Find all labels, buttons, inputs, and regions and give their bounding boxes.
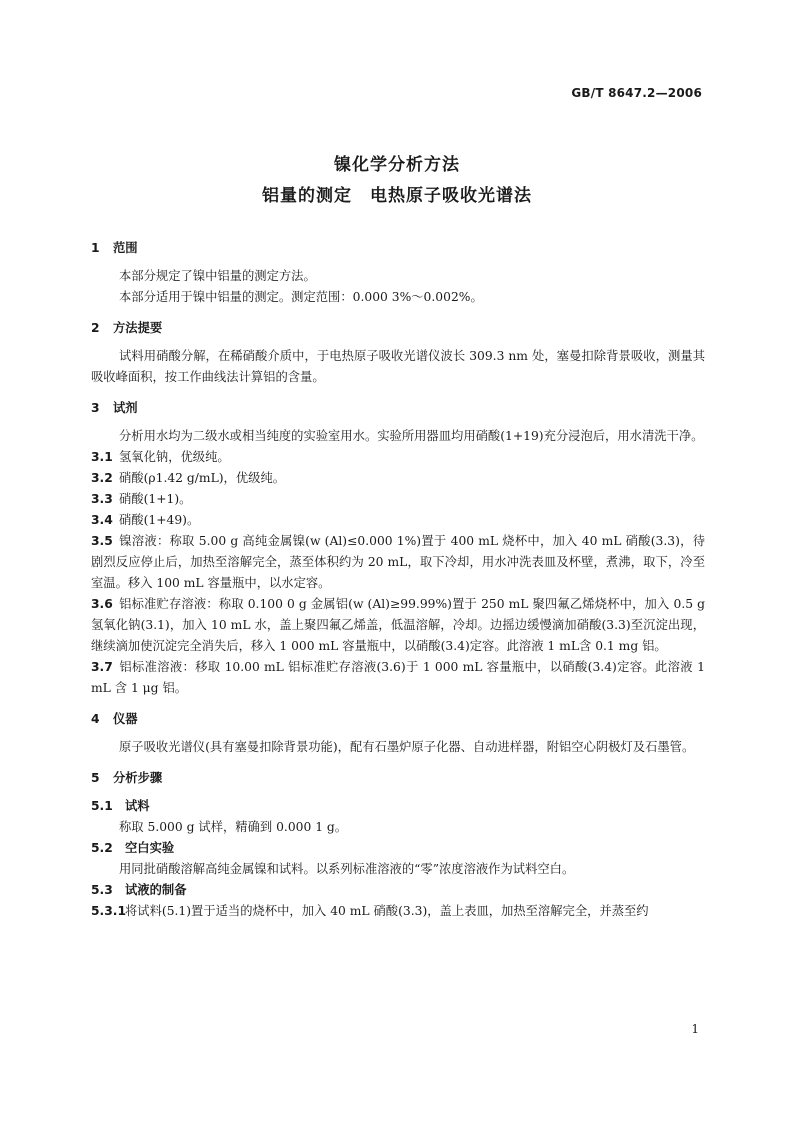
paragraph: 试料用硝酸分解，在稀硝酸介质中，于电热原子吸收光谱仪波长 309.3 nm 处，塞曼扣除背景吸收，测量其吸收峰面积，按工作曲线法计算铝的含量。 [91,349,705,384]
section-heading-3: 3 试剂 [91,401,138,415]
list-item: 3.3 硝酸(1+1)。 [91,492,192,506]
paragraph: 原子吸收光谱仪(具有塞曼扣除背景功能)，配有石墨炉原子化器、自动进样器，附铝空心阴极灯及石墨管。 [119,740,695,754]
paragraph: 用同批硝酸溶解高纯金属镍和试料。以系列标准溶液的“零”浓度溶液作为试料空白。 [119,862,575,876]
standard-number: GB/T 8647.2—2006 [571,86,702,100]
section-heading-5: 5 分析步骤 [91,771,163,785]
paragraph: 称取 5.000 g 试样，精确到 0.000 1 g。 [119,820,348,834]
list-item: 3.7 铝标准溶液：移取 10.00 mL 铝标准贮存溶液(3.6)于 1 000 mL 容量瓶中，以硝酸(3.4)定容。此溶液 1 mL 含 1 μg 铝。 [91,660,705,695]
page-number: 1 [691,1022,699,1036]
subsection-heading-5-3: 5.3 试液的制备 [91,883,187,897]
paragraph: 分析用水均为二级水或相当纯度的实验室用水。实验所用器皿均用硝酸(1+19)充分浸泡后，用水清洗干净。 [119,429,704,443]
list-item: 3.4 硝酸(1+49)。 [91,513,200,527]
document-body [91,238,705,922]
subsection-heading-5-2: 5.2 空白实验 [91,841,175,855]
subsection-heading-5-1: 5.1 试料 [91,799,150,813]
paragraph: 本部分适用于镍中铝量的测定。测定范围：0.000 3%～0.002%。 [119,290,483,304]
section-heading-4: 4 仪器 [91,712,138,726]
list-item: 3.6 铝标准贮存溶液：称取 0.100 0 g 金属铝(w (Al)≥99.99%)置于 250 mL 聚四氟乙烯烧杯中，加入 0.5 g 氢氧化钠(3.1)，加入 10 mL 水，盖上聚四氟乙烯盖，低温溶解，冷却。边摇边缓慢滴加硝酸(3.3)至沉淀出现，继续滴加使沉淀完全消失后，移入 1 000 mL 容量瓶中，以硝酸(3.4)定容。此溶液 1 mL含 0.1 mg 铝。 [91,597,705,653]
document-title-line2: 铝量的测定 电热原子吸收光谱法 [262,186,532,206]
list-item: 5.3.1将试料(5.1)置于适当的烧杯中，加入 40 mL 硝酸(3.3)，盖上表皿，加热至溶解完全，并蒸至约 [91,904,649,918]
section-heading-2: 2 方法提要 [91,321,163,335]
list-item: 3.5 镍溶液：称取 5.00 g 高纯金属镍(w (Al)≤0.000 1%)置于 400 mL 烧杯中，加入 40 mL 硝酸(3.3)，待剧烈反应停止后，加热至溶解完全，蒸至体积约为 20 mL，取下冷却，用水冲洗表皿及杯壁，煮沸，取下，冷至室温。移入 100 mL 容量瓶中，以水定容。 [91,534,705,590]
list-item: 3.2 硝酸(ρ1.42 g/mL)，优级纯。 [91,471,286,485]
document-title-line1: 镍化学分析方法 [334,155,460,175]
section-heading-1: 1 范围 [91,241,138,255]
list-item: 3.1 氢氧化钠，优级纯。 [91,450,230,464]
paragraph: 本部分规定了镍中铝量的测定方法。 [119,269,316,283]
